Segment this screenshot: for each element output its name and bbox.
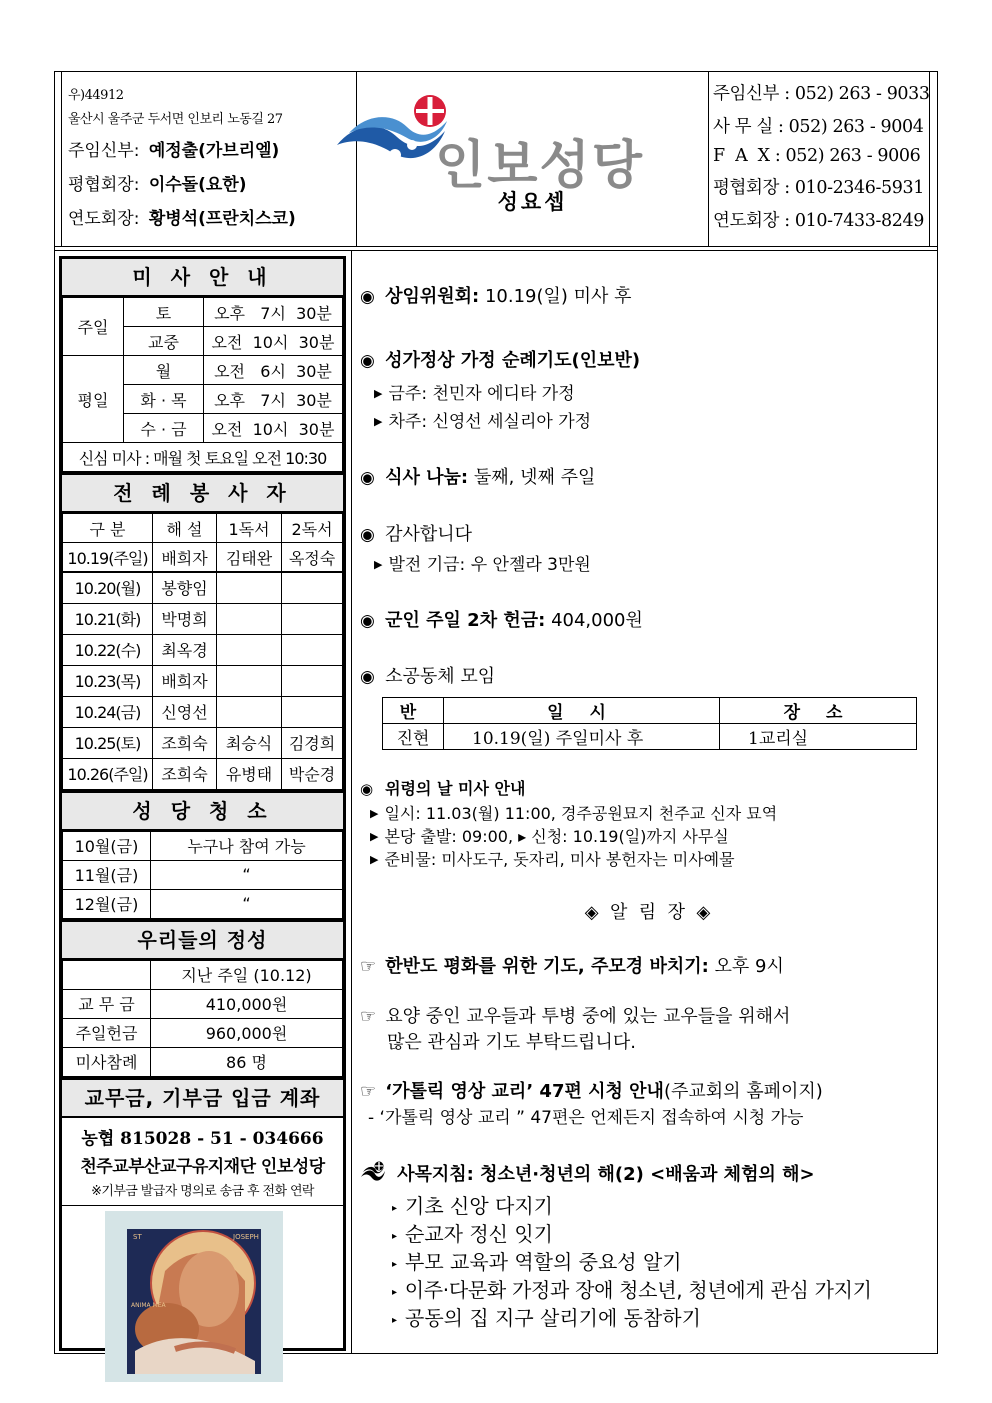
commentator-cell: 배희자 [153, 665, 217, 696]
notice-standing-committee [360, 282, 632, 308]
column-header: 일 시 [444, 698, 720, 724]
reader2-cell: 옥정숙 [282, 543, 343, 573]
notice-text: 많은 관심과 기도 부탁드립니다. [387, 1032, 636, 1053]
contact-label: 사 무 실 [713, 117, 773, 137]
contact-pastor [713, 80, 929, 105]
table-row [63, 603, 343, 634]
notice-text: 10.19(일) 미사 후 [479, 286, 632, 307]
contact-label: 주임신부 [713, 84, 780, 104]
meeting-datetime: 10.19(일) 주일미사 후 [444, 724, 720, 750]
catechism-detail: - ‘가톨릭 영상 교리 ” 47편은 언제든지 접속하여 시청 가능 [368, 1108, 804, 1128]
contact-office [713, 113, 929, 138]
triangle-bullet-icon: ▸ [392, 1287, 397, 1298]
triangle-bullet-icon: ▶ [374, 415, 383, 428]
wave-cross-emblem-icon [360, 1161, 386, 1183]
column-header: 구 분 [63, 514, 153, 543]
column-header: 지난 주일 (10.12) [151, 960, 343, 989]
radio-bullet-icon: ◉ [360, 287, 375, 307]
left-sidebar [59, 256, 346, 1351]
contact-value: : 010-2346-5931 [784, 178, 924, 198]
contact-value: : 010-7433-8249 [784, 211, 924, 231]
offerings-title: 우리들의 정성 [62, 919, 343, 960]
commentator-cell: 최옥경 [153, 634, 217, 665]
commentator-cell: 봉향임 [153, 572, 217, 603]
council-president-line [68, 170, 356, 195]
mass-time: 오전 6시 30분 [204, 356, 343, 385]
table-row [63, 989, 343, 1018]
table-row [63, 356, 343, 385]
reader2-cell [282, 634, 343, 665]
address: 울산시 울주군 두서면 인보리 노동길 27 [68, 112, 283, 127]
cleaning-note: “ [151, 860, 343, 889]
guideline-item [392, 1190, 553, 1219]
bank-account-info [62, 1118, 343, 1206]
reader2-cell [282, 603, 343, 634]
notice-title: ‘가톨릭 영상 교리’ 47편 시청 안내 [385, 1081, 664, 1102]
thanks-item [374, 550, 591, 575]
notice-text: 오후 9시 [708, 956, 784, 977]
triangle-bullet-icon: ▸ [392, 1203, 398, 1214]
triangle-bullet-icon: ▶ [370, 830, 379, 843]
liturgy-servers-table [62, 513, 343, 790]
notice-pastoral-guideline [360, 1160, 815, 1186]
radio-bullet-icon: ◉ [360, 468, 375, 488]
column-header: 장 소 [720, 698, 917, 724]
table-row [63, 572, 343, 603]
date-cell: 10.25(토) [63, 727, 153, 758]
memorial-item-text: 준비물: 미사도구, 돗자리, 미사 봉헌자는 미사예물 [384, 850, 735, 869]
commentator-cell: 박명희 [153, 603, 217, 634]
reader1-cell [217, 696, 282, 727]
notice-title: 상임위원회: [385, 286, 480, 307]
header-divider [54, 246, 938, 251]
table-row [63, 665, 343, 696]
guideline-item-text: 부모 교육과 역할의 중요성 알기 [405, 1250, 682, 1274]
triangle-bullet-icon: ▶ [374, 558, 383, 571]
pastor-name: 예정출(가브리엘) [148, 141, 280, 161]
month-cell: 11월(금) [63, 860, 151, 889]
reader1-cell: 유병태 [217, 758, 282, 789]
icon-label-right: JOSEPH [233, 1232, 259, 1241]
date-cell: 10.24(금) [63, 696, 153, 727]
table-row [383, 724, 917, 750]
triangle-bullet-icon: ▸ [392, 1259, 398, 1270]
table-row [63, 696, 343, 727]
date-cell: 10.19(주일) [63, 543, 153, 573]
table-row [63, 758, 343, 789]
notice-text: 둘째, 넷째 주일 [468, 467, 596, 488]
memorial-item [370, 801, 777, 824]
notice-title: 식사 나눔: [385, 467, 469, 488]
guideline-item [392, 1246, 682, 1275]
month-cell: 12월(금) [63, 889, 151, 918]
postal-code: 우)44912 [68, 88, 124, 103]
meeting-place: 1교리실 [720, 724, 917, 750]
notice-small-community [360, 662, 495, 688]
memorial-item-text: 본당 출발: 09:00, ▸ 신청: 10.19(일)까지 사무실 [384, 827, 729, 846]
radio-bullet-icon: ◉ [360, 351, 375, 371]
funeral-president-label: 연도회장: [68, 209, 140, 229]
bank-account-title: 교무금, 기부금 입금 계좌 [62, 1077, 343, 1118]
pilgrimage-item [374, 379, 575, 404]
mass-day: 토 [124, 298, 204, 327]
contact-fax [713, 146, 929, 166]
triangle-bullet-icon: ▶ [370, 853, 379, 866]
triangle-bullet-icon: ▶ [374, 387, 383, 400]
guideline-item [392, 1274, 872, 1303]
memorial-item [370, 824, 729, 847]
offerings-table [62, 960, 343, 1077]
triangle-bullet-icon: ▸ [392, 1315, 398, 1326]
reader1-cell [217, 572, 282, 603]
icon-side-text: ANIMA MEA [131, 1301, 166, 1309]
pastor-label: 주임신부: [68, 141, 140, 161]
table-row [63, 860, 343, 889]
table-row [63, 1047, 343, 1076]
contact-value: : 052) 263 - 9033 [784, 84, 930, 104]
reader1-cell: 최승식 [217, 727, 282, 758]
reader2-cell: 박순경 [282, 758, 343, 789]
notice-pilgrimage [360, 346, 640, 372]
reader1-cell [217, 665, 282, 696]
guideline-item [392, 1218, 553, 1247]
date-cell: 10.23(목) [63, 665, 153, 696]
commentator-cell: 조희숙 [153, 758, 217, 789]
guideline-item-text: 기초 신앙 다지기 [405, 1194, 553, 1218]
notice-title: 군인 주일 2차 헌금: [385, 610, 546, 631]
reader2-cell [282, 665, 343, 696]
saint-joseph-icon-image [105, 1211, 283, 1382]
cleaning-title: 성 당 청 소 [62, 790, 343, 831]
account-number: 농협 815028 - 51 - 034666 [81, 1128, 324, 1149]
council-president-label: 평협회장: [68, 175, 140, 195]
liturgy-servers-title: 전 례 봉 사 자 [62, 472, 343, 513]
column-header: 반 [383, 698, 444, 724]
radio-bullet-icon: ◉ [360, 525, 375, 545]
bulletin-subtitle: 성요셉 [497, 190, 568, 214]
cleaning-note: “ [151, 889, 343, 918]
notice-catechism-video [360, 1077, 823, 1103]
cleaning-note: 누구나 참여 가능 [151, 831, 343, 860]
table-header-row [63, 514, 343, 543]
contact-funeral-president [713, 207, 929, 232]
mass-time: 오전 10시 30분 [204, 327, 343, 356]
mass-day: 교중 [124, 327, 204, 356]
notice-title: 위령의 날 미사 안내 [385, 779, 526, 798]
date-cell: 10.22(수) [63, 634, 153, 665]
guideline-item-text: 순교자 정신 잇기 [405, 1222, 553, 1246]
church-logo [335, 93, 675, 196]
triangle-bullet-icon: ▸ [392, 1231, 398, 1242]
table-row [63, 298, 343, 327]
triangle-bullet-icon: ▶ [370, 807, 379, 820]
pointing-hand-icon: ☞ [360, 956, 377, 977]
saint-joseph-icon [105, 1211, 283, 1382]
contact-council-president [713, 174, 929, 199]
table-row [63, 543, 343, 573]
mass-day: 화 · 목 [124, 385, 204, 414]
contact-label: 평협회장 [713, 178, 780, 198]
notice-meal-sharing [360, 463, 595, 489]
mass-group-label: 평일 [63, 356, 124, 443]
contact-value: : 052) 263 - 9006 [774, 146, 921, 166]
mass-day: 월 [124, 356, 204, 385]
saint-joseph-icon-box [62, 1206, 343, 1386]
radio-bullet-icon: ◉ [360, 667, 375, 687]
table-row [63, 1018, 343, 1047]
offering-value: 410,000원 [151, 989, 343, 1018]
funeral-president-name: 황병석(프란치스코) [148, 209, 296, 229]
table-header-row [383, 698, 917, 724]
notice-text: 404,000원 [545, 610, 643, 631]
mass-schedule-table [62, 297, 343, 472]
notice-title: 사목지침: 청소년·청년의 해(2) <배움과 체험의 해> [397, 1164, 815, 1185]
commentator-cell: 신영선 [153, 696, 217, 727]
small-community-table [382, 697, 917, 750]
offering-value: 960,000원 [151, 1018, 343, 1047]
pointing-hand-icon: ☞ [360, 1081, 377, 1102]
guideline-item-text: 이주·다문화 가정과 장애 청소년, 청년에게 관심 가지기 [404, 1278, 872, 1302]
funeral-president-line [68, 204, 356, 229]
account-holder: 천주교부산교구유지재단 인보성당 [80, 1156, 325, 1177]
notice-title: 소공동체 모임 [385, 666, 496, 687]
radio-bullet-icon: ◉ [360, 611, 375, 631]
cleaning-table [62, 831, 343, 919]
contact-label: F A X [713, 146, 770, 166]
table-row [63, 831, 343, 860]
table-row [63, 727, 343, 758]
reader2-cell: 김경희 [282, 727, 343, 758]
date-cell: 10.26(주일) [63, 758, 153, 789]
guideline-item-text: 공동의 집 지구 살리기에 동참하기 [405, 1306, 701, 1330]
pastor-line [68, 136, 356, 161]
mass-time: 오후 7시 30분 [204, 385, 343, 414]
thanks-item-text: 발전 기금: 우 안젤라 3만원 [388, 555, 591, 575]
guideline-item [392, 1302, 701, 1331]
contact-value: : 052) 263 - 9004 [778, 117, 924, 137]
date-cell: 10.20(월) [63, 572, 153, 603]
notice-title: 한반도 평화를 위한 기도, 주모경 바치기: [385, 956, 709, 977]
notice-title: 성가정상 가정 순례기도(인보반) [385, 350, 641, 371]
bulletin-board-title: ◈ 알 림 장 ◈ [584, 902, 711, 923]
church-name: 인보성당 [435, 136, 644, 196]
notice-military-sunday [360, 606, 643, 632]
commentator-cell: 조희숙 [153, 727, 217, 758]
column-header: 2독서 [282, 514, 343, 543]
pointing-hand-icon: ☞ [360, 1006, 377, 1027]
mass-schedule-title: 미 사 안 내 [62, 259, 343, 297]
pilgrimage-item-text: 차주: 신영선 세실리아 가정 [388, 412, 592, 432]
notice-peace-prayer [360, 952, 784, 978]
notice-title: 감사합니다 [385, 524, 473, 545]
table-row [63, 889, 343, 918]
commentator-cell: 배희자 [153, 543, 217, 573]
column-header: 1독서 [217, 514, 282, 543]
mass-time: 오후 7시 30분 [204, 298, 343, 327]
reader1-cell: 김태완 [217, 543, 282, 573]
account-note: ※기부금 발급자 명의로 송금 후 전화 연락 [91, 1183, 314, 1199]
reader1-cell [217, 603, 282, 634]
empty-header [63, 960, 151, 989]
notice-thanks [360, 520, 472, 546]
table-header-row [63, 960, 343, 989]
radio-bullet-icon: ◉ [360, 780, 374, 798]
notice-title-suffix: (주교회의 홈페이지) [663, 1081, 823, 1102]
icon-label-left: ST [133, 1232, 142, 1241]
notice-text: 요양 중인 교우들과 투병 중에 있는 교우들을 위해서 [385, 1006, 791, 1027]
header-info [61, 71, 357, 246]
memorial-item [370, 847, 735, 870]
mass-group-label: 주일 [63, 298, 124, 356]
group-name: 진현 [383, 724, 444, 750]
table-row [63, 443, 343, 472]
devotional-mass-note: 신심 미사 : 매월 첫 토요일 오전 10:30 [63, 443, 343, 472]
council-president-name: 이수돌(요한) [148, 175, 247, 195]
column-header: 해 설 [153, 514, 217, 543]
mass-day: 수 · 금 [124, 414, 204, 443]
notice-sick-prayer-line2 [387, 1028, 636, 1054]
offering-label: 주일헌금 [63, 1018, 151, 1047]
date-cell: 10.21(화) [63, 603, 153, 634]
offering-label: 미사참례 [63, 1047, 151, 1076]
mass-time: 오전 10시 30분 [204, 414, 343, 443]
contact-label: 연도회장 [713, 211, 780, 231]
notice-sick-prayer [360, 1002, 790, 1028]
notice-memorial-mass [360, 776, 525, 799]
reader2-cell [282, 572, 343, 603]
offering-label: 교 무 금 [63, 989, 151, 1018]
column-divider [351, 251, 352, 1354]
pilgrimage-item [374, 407, 591, 432]
header-logo-area [357, 71, 708, 246]
contact-info [708, 71, 930, 246]
reader1-cell [217, 634, 282, 665]
month-cell: 10월(금) [63, 831, 151, 860]
memorial-item-text: 일시: 11.03(월) 11:00, 경주공원묘지 천주교 신자 묘역 [384, 804, 778, 823]
reader2-cell [282, 696, 343, 727]
offering-value: 86 명 [151, 1047, 343, 1076]
table-row [63, 634, 343, 665]
pilgrimage-item-text: 금주: 천민자 에디타 가정 [388, 384, 575, 404]
